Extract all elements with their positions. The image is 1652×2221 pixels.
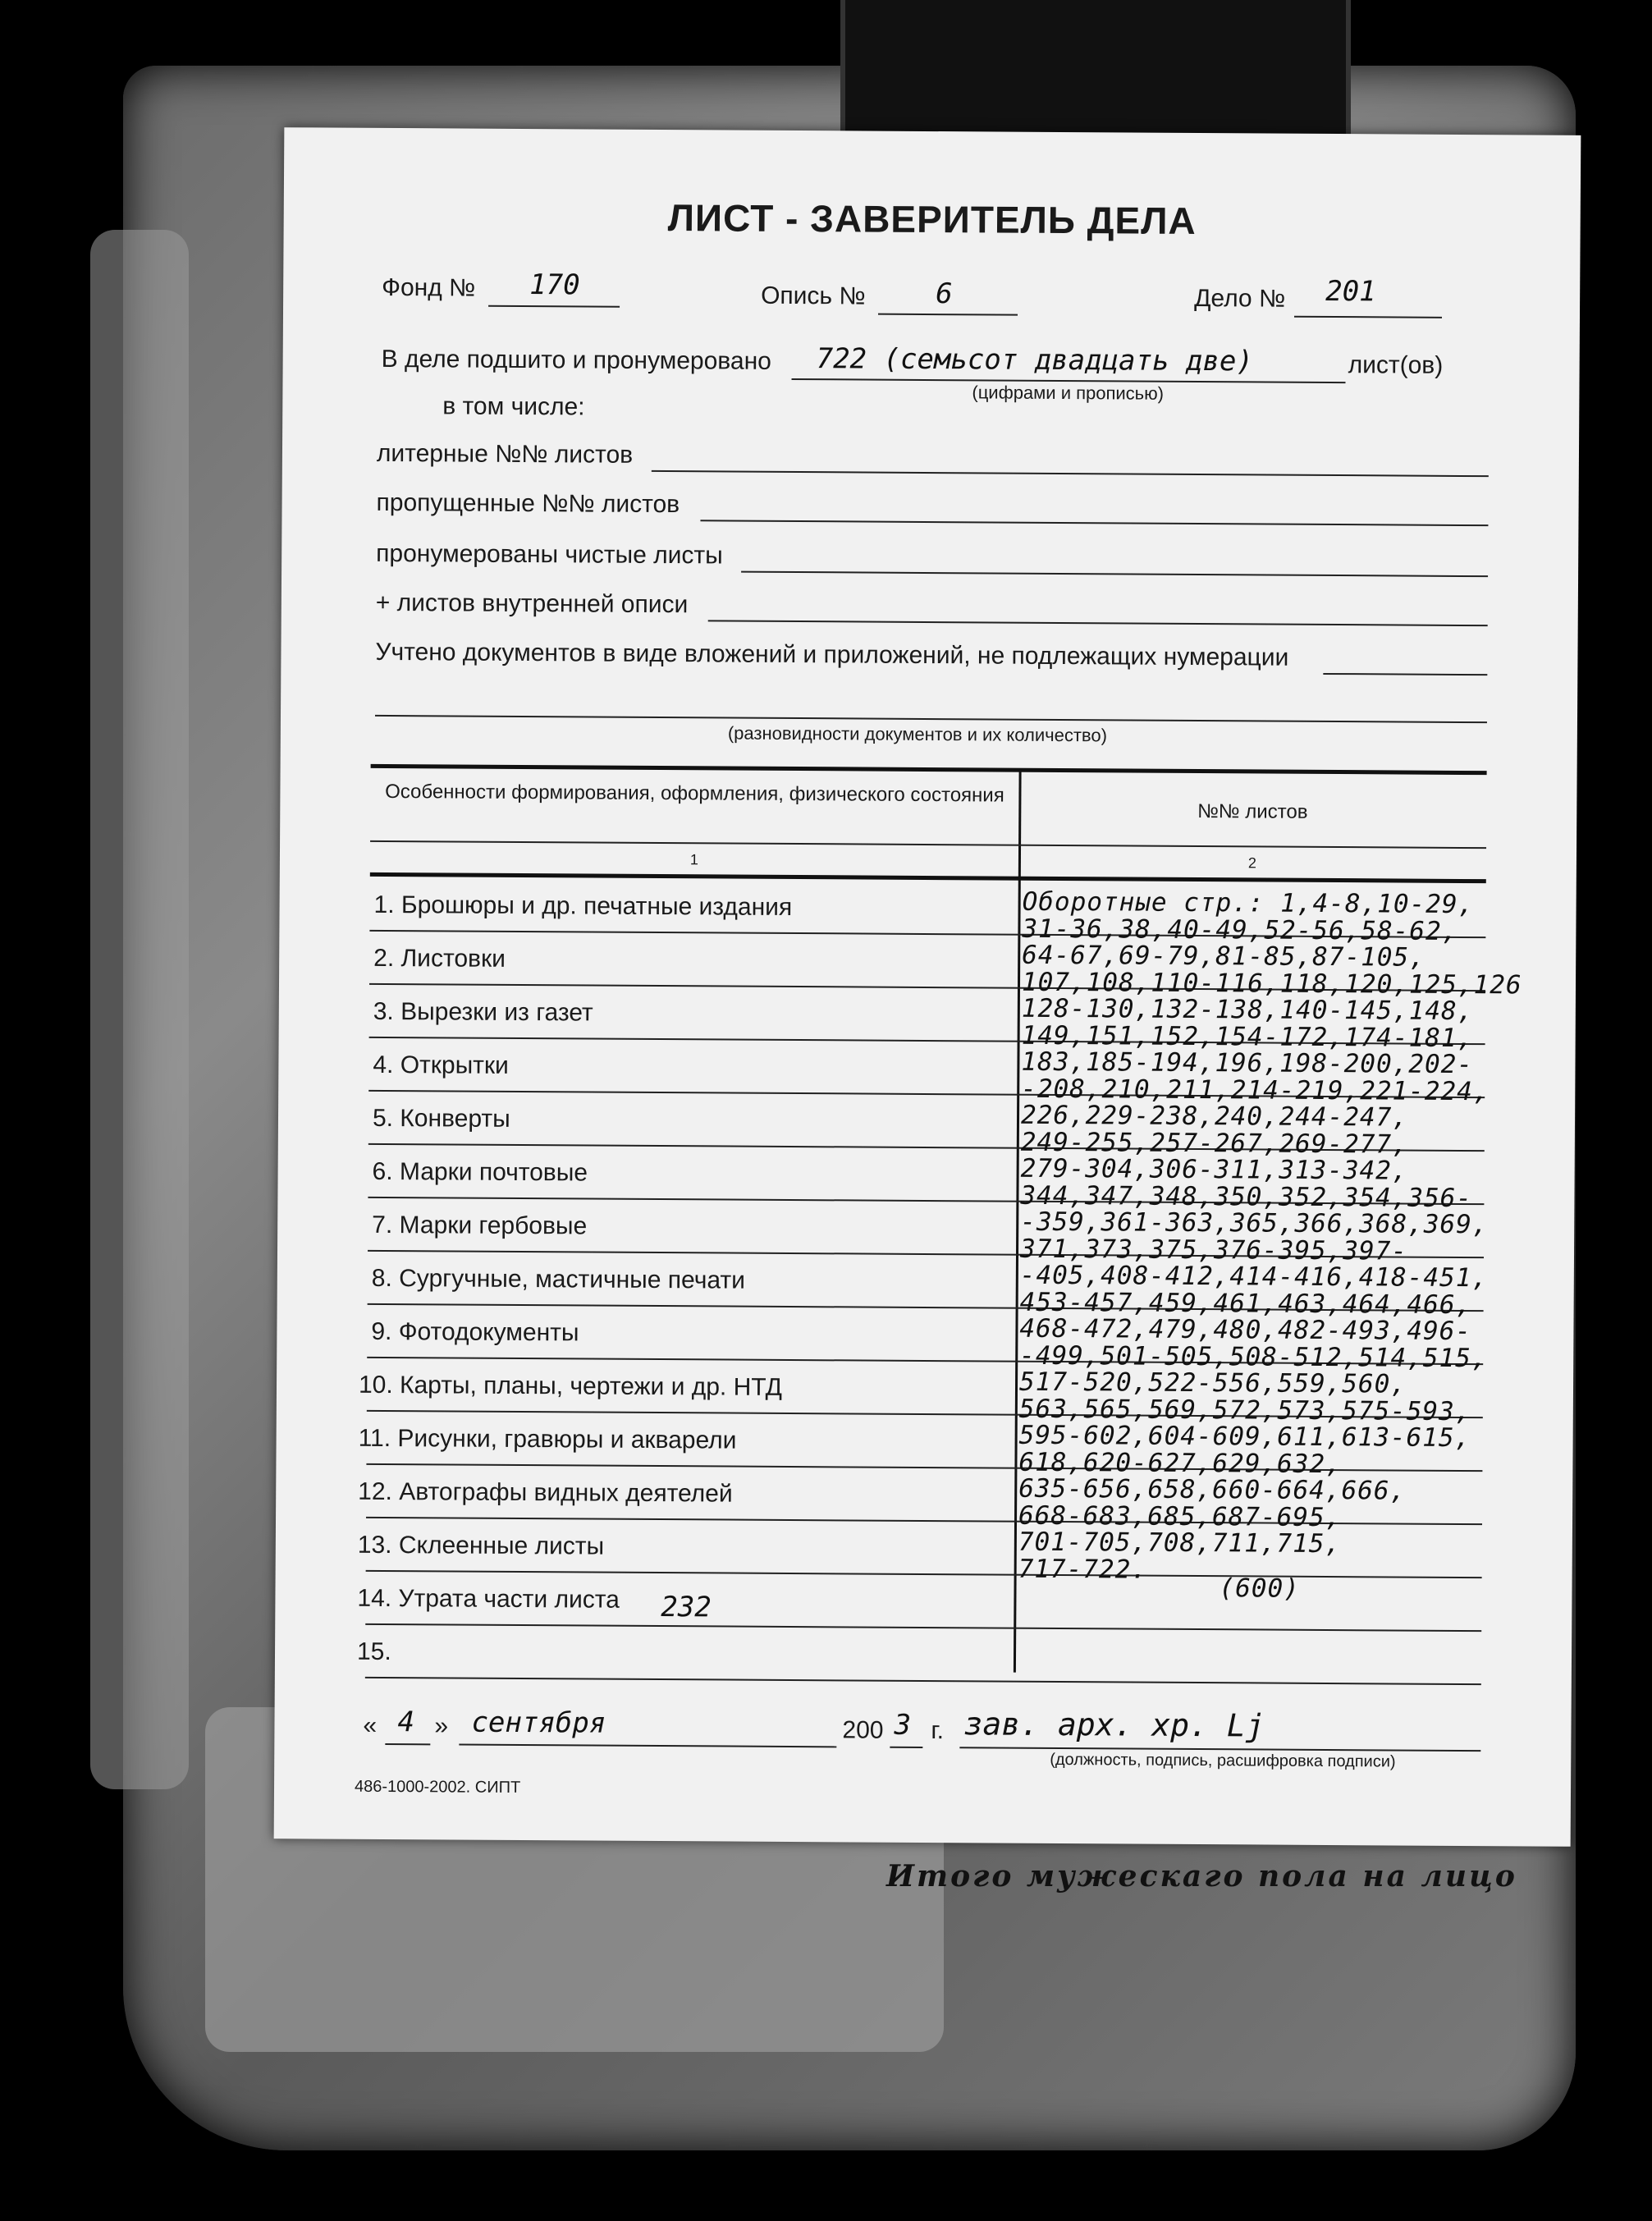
date-close-quote: »: [434, 1712, 449, 1740]
ucheno-label: Учтено документов в виде вложений и приложений, не подлежащих нумерации: [375, 638, 1289, 671]
pages-note-line: 107,108,110-116,118,120,125,126: [1021, 967, 1522, 1000]
date-day: 4: [397, 1706, 415, 1739]
pages-note-line: 468-472,479,480,482-493,496-: [1019, 1313, 1472, 1347]
vnutr-underline: [708, 620, 1488, 626]
pages-note-line: 249-255,257-267,269-277,: [1020, 1127, 1408, 1160]
fond-value: 170: [529, 268, 580, 302]
table-top-border: [371, 764, 1487, 775]
date-month: сентября: [471, 1706, 606, 1740]
pages-note-line: 31-36,38,40-49,52-56,58-62,: [1022, 914, 1458, 946]
pages-note-line: 701-705,708,711,715,: [1018, 1527, 1342, 1559]
literal-underline: [652, 470, 1489, 477]
opis-label: Опись №: [761, 282, 866, 310]
table-row-label: 9. Фотодокументы: [371, 1317, 579, 1347]
propush-label: пропущенные №№ листов: [376, 488, 680, 519]
row14-value: 232: [661, 1591, 712, 1624]
pages-note-line: 595-602,604-609,611,613-615,: [1018, 1420, 1471, 1454]
table-row-label: 3. Вырезки из газет: [373, 997, 593, 1027]
table-row-label: 1. Брошюры и др. печатные издания: [373, 891, 793, 921]
literal-label: литерные №№ листов: [376, 439, 634, 469]
certification-sheet: [274, 127, 1581, 1847]
table-row-label: 10. Карты, планы, чертежи и др. НТД: [358, 1371, 783, 1401]
pages-note-line: 517-520,522-556,559,560,: [1018, 1367, 1407, 1399]
date-open-quote: «: [363, 1711, 378, 1739]
paper-edges-left: [90, 230, 189, 1789]
table-row-divider: [366, 1570, 1482, 1578]
table-row-label: 2. Листовки: [373, 944, 506, 973]
pages-note-line: 183,185-194,196,198-200,202-: [1021, 1046, 1474, 1080]
table-row-label: 13. Склеенные листы: [357, 1531, 605, 1560]
form-title: ЛИСТ - ЗАВЕРИТЕЛЬ ДЕЛА: [667, 196, 1197, 242]
table-row-label: 6. Марки почтовые: [372, 1157, 588, 1187]
col1-number: 1: [689, 851, 699, 868]
table-row-label: 11. Рисунки, гравюры и акварели: [358, 1424, 737, 1454]
pages-note-line: 226,229-238,240,244-247,: [1020, 1100, 1409, 1133]
pages-note-line: 668-683,685,687-695,: [1018, 1500, 1342, 1532]
col2-number: 2: [1247, 854, 1256, 872]
pages-note-line: 453-457,459,461,463,464,466,: [1019, 1287, 1472, 1320]
pages-note-line: 128-130,132-138,140-145,148,: [1021, 993, 1474, 1027]
ucheno-underline: [1323, 673, 1487, 675]
pages-note-line: 618,620-627,629,632,: [1018, 1447, 1342, 1479]
signature: зав. арх. хр. Lj: [963, 1706, 1265, 1744]
col2-header: №№ листов: [1197, 800, 1308, 823]
pages-note-line: -499,501-505,508-512,514,515,: [1019, 1340, 1488, 1373]
opis-value: 6: [936, 277, 953, 311]
podshito-label: В деле подшито и пронумеровано: [381, 345, 772, 375]
table-row-label: 14. Утрата части листа: [357, 1584, 620, 1614]
pages-note-line: 717-722.: [1018, 1554, 1148, 1585]
delo-value: 201: [1325, 274, 1376, 309]
table-row-divider: [365, 1623, 1481, 1632]
delo-label: Дело №: [1194, 284, 1286, 313]
form-code: 486-1000-2002. СИПТ: [354, 1777, 521, 1797]
pages-note-line: 279-304,306-311,313-342,: [1020, 1153, 1408, 1186]
propush-underline: [700, 520, 1488, 526]
table-row-label: 8. Сургучные, мастичные печати: [371, 1264, 746, 1294]
pages-note-line: (600): [1219, 1573, 1300, 1605]
pages-note-line: 563,565,569,572,573,575-593,: [1018, 1394, 1471, 1426]
delo-underline: [1294, 316, 1442, 318]
table-row-label: 7. Марки гербовые: [372, 1211, 588, 1240]
raznovid-hint: (разновидности документов и их количество): [727, 722, 1108, 746]
underlying-page-text: Итого мужескаго пола на лицо: [886, 1859, 1517, 1894]
pages-note-line: 149,151,152,154-172,174-181,: [1021, 1020, 1474, 1053]
chistye-underline: [741, 571, 1488, 578]
fond-underline: [488, 305, 620, 308]
pages-note-line: 64-67,69-79,81-85,87-105,: [1022, 940, 1425, 973]
year-underline: [890, 1747, 922, 1748]
pages-note-line: 371,373,375,376-395,397-: [1019, 1234, 1408, 1266]
fond-label: Фонд №: [382, 273, 476, 302]
day-underline: [385, 1743, 430, 1745]
ciframi-hint: (цифрами и прописью): [972, 382, 1165, 404]
v-tom-chisle-label: в том числе:: [442, 392, 585, 421]
pages-note-line: -405,408-412,414-416,418-451,: [1019, 1260, 1489, 1294]
chistye-label: пронумерованы чистые листы: [376, 539, 723, 570]
table-row-divider: [365, 1677, 1481, 1685]
col1-header: Особенности формирования, оформления, физического состояния: [385, 780, 1004, 807]
vnutr-label: + листов внутренней описи: [375, 588, 689, 619]
year-g: г.: [931, 1717, 945, 1745]
signature-hint: (должность, подпись, расшифровка подписи): [1050, 1750, 1396, 1771]
podshito-value: 722 (семьсот двадцать две): [816, 342, 1254, 378]
pages-note-line: 344,347,348,350,352,354,356-: [1020, 1180, 1473, 1213]
pages-note-line: 635-656,658,660-664,666,: [1018, 1473, 1407, 1506]
ucheno-underline-2: [375, 715, 1487, 723]
month-underline: [459, 1744, 836, 1748]
table-row-label: 12. Автографы видных деятелей: [358, 1477, 733, 1508]
listov-label: лист(ов): [1348, 351, 1444, 379]
table-row-label: 4. Открытки: [373, 1051, 509, 1079]
pages-note-line: Оборотные стр.: 1,4-8,10-29,: [1022, 886, 1475, 920]
table-row-label: 15.: [356, 1637, 391, 1666]
pages-note-line: -208,210,211,214-219,221-224,: [1021, 1074, 1490, 1106]
opis-underline: [878, 314, 1018, 316]
pages-note-line: -359,361-363,365,366,368,369,: [1020, 1207, 1489, 1240]
year-prefix: 200: [842, 1716, 884, 1744]
year-suffix: 3: [894, 1708, 912, 1742]
table-row-label: 5. Конверты: [372, 1104, 510, 1133]
